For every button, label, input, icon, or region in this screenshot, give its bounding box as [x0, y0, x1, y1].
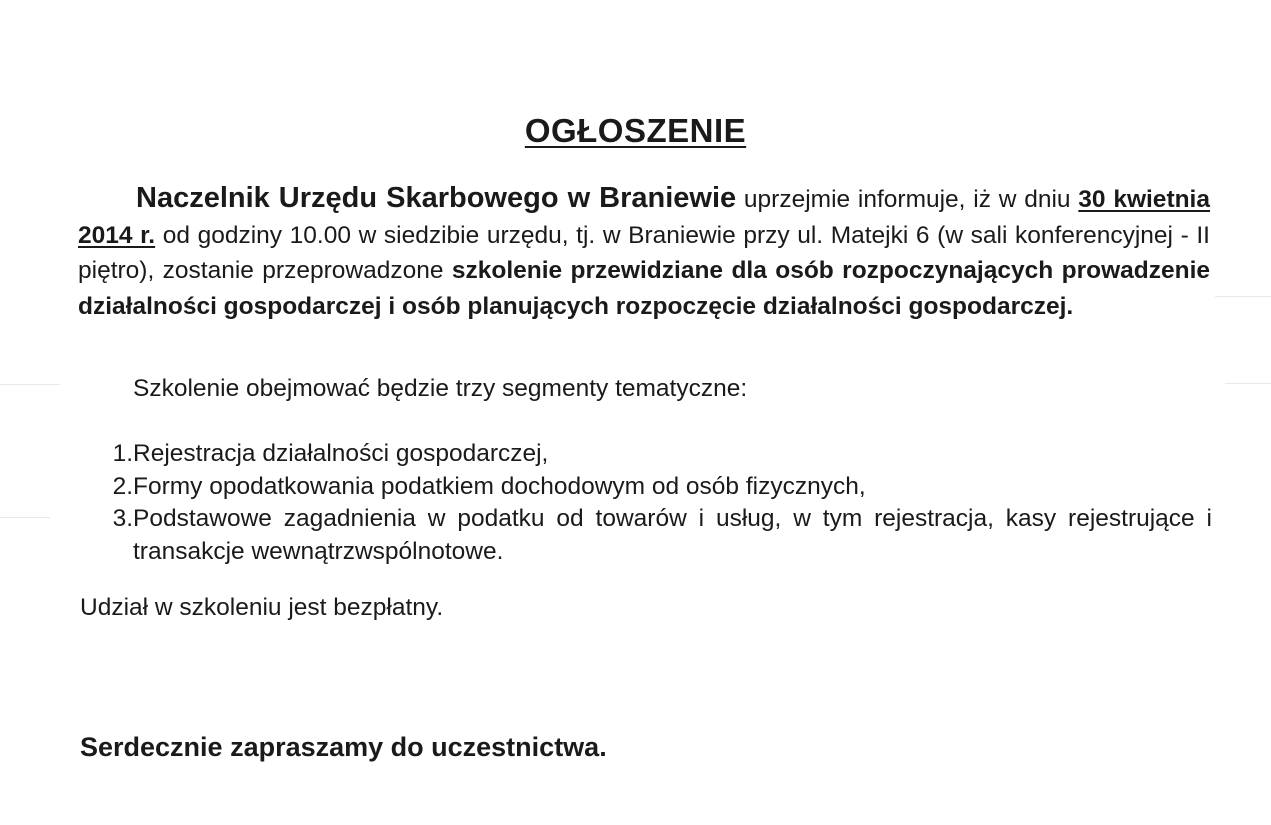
page-title	[0, 112, 1271, 150]
event-date: 30 kwietnia 2014 r.	[78, 186, 1210, 249]
scan-artifact	[1225, 383, 1271, 384]
free-participation-note: Udział w szkoleniu jest bezpłatny.	[80, 594, 444, 621]
invitation-text: Serdecznie zapraszamy do uczestnictwa.	[80, 732, 607, 762]
list-item	[78, 503, 1212, 568]
title-text: OGŁOSZENIE	[524, 112, 747, 149]
list-item-number: 2.	[112, 472, 133, 500]
list-item	[78, 438, 1212, 471]
intro-heading: Naczelnik Urzędu Skarbowego w Braniewie	[136, 182, 737, 214]
list-item-text: Rejestracja działalności gospodarczej,	[133, 440, 549, 467]
intro-text-2: od godziny 10.00 w siedzibie urzędu, tj. w Braniewie przy ul. Matejki 6 (w sali konferencyjnej - II piętro), zostanie przeprowadzone	[78, 221, 1210, 284]
list-item-text: Formy opodatkowania podatkiem dochodowym od osób fizycznych,	[133, 472, 866, 500]
list-item-number: 1.	[112, 440, 133, 467]
intro-emphasis: szkolenie przewidziane dla osób rozpoczynających prowadzenie działalności gospodarczej i osób planujących rozpoczęcie działalności gospodarczej.	[78, 257, 1210, 320]
intro-paragraph	[78, 181, 1210, 324]
intro-text-1: uprzejmie informuje, iż w dniu	[736, 186, 1079, 213]
list-item-number: 3.	[112, 505, 133, 532]
segments-list	[78, 438, 1212, 568]
scan-artifact	[0, 384, 60, 385]
list-item-text: Podstawowe zagadnienia w podatku od towarów i usług, w tym rejestracja, kasy rejestrujące i transakcje wewnątrzwspólnotowe.	[133, 505, 1212, 565]
scan-artifact	[0, 517, 50, 518]
scan-artifact	[1215, 296, 1271, 297]
segments-intro: Szkolenie obejmować będzie trzy segmenty tematyczne:	[133, 375, 748, 402]
list-item	[78, 471, 1212, 504]
